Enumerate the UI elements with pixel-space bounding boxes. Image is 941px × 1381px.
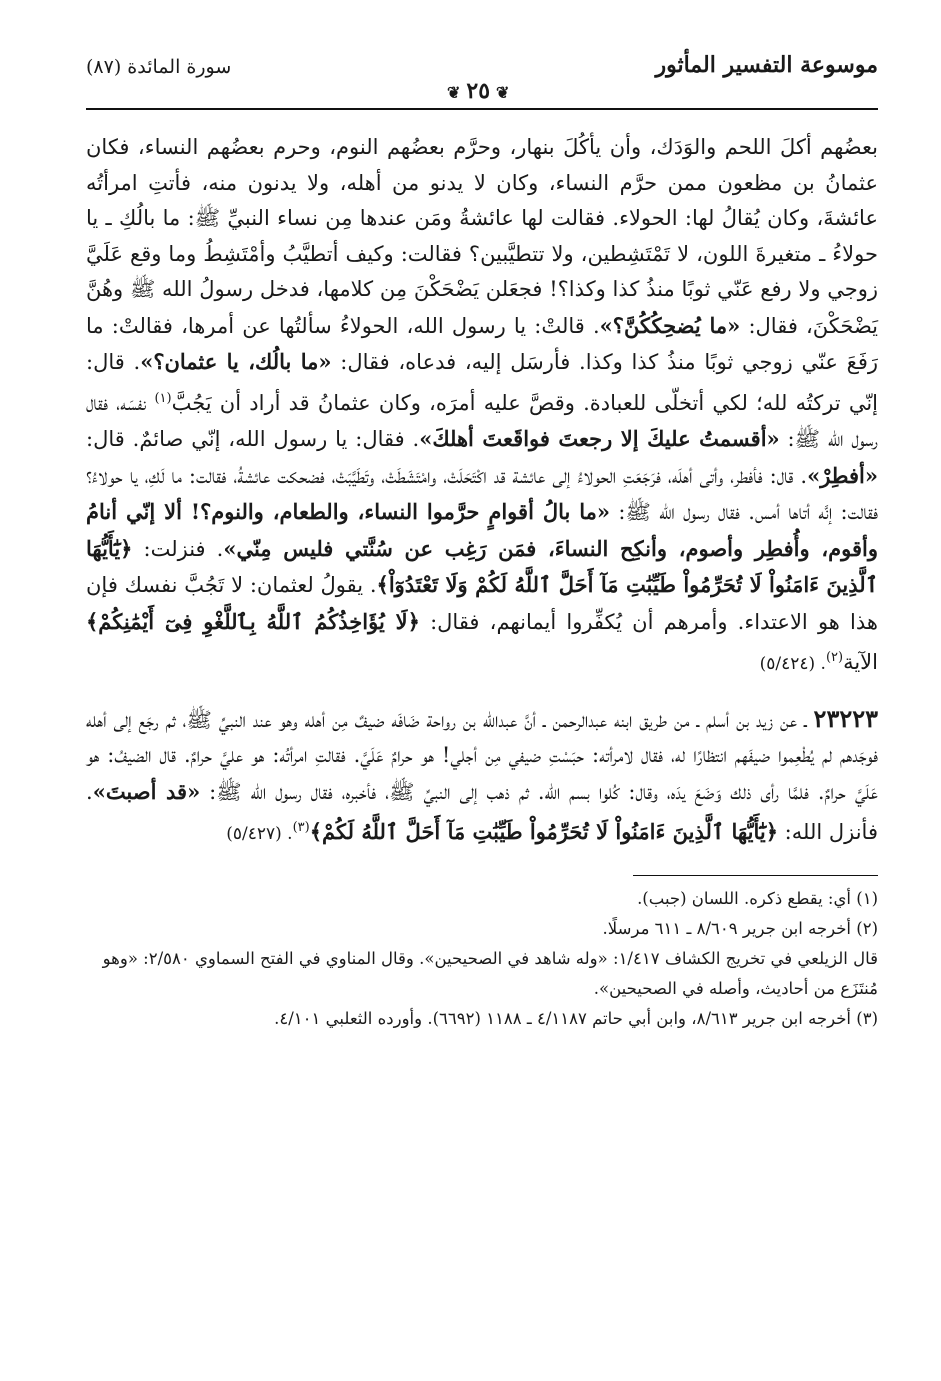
text-run: ـ عن زيد بن أسلم ـ من طريق ابنه عبدالرحمن ـ أنَّ عبدالله بن رواحة ضَافَه ضيفٌ مِن أهله وهو عند النبيِّ ﷺ، ثم رجَع إلى أهله فوجَدهم لم يُطْعِموا ضيفَهم انتظارًا له، فقال لامرأته: حبَسْتِ ضيفي مِن أجلي! هو حرامٌ عَلَيَّ. فقالتِ امرأتُه: هو عليَّ حرامٌ. قال الضيفُ: هو عَلَيَّ حرامٌ. فلمَّا رأى ذلك وَضَعَ يدَه، وقال: كُلوا بسم الله. ثم ذهب إلى النبيِّ ﷺ، فأخبره، فقال رسول الله ﷺ: [86,707,878,804]
text-run: . قال: إنّي تركتُه لله؛ لكي أتخلّى للعبادة. وقصَّ عليه أمرَه، وكان عثمانُ قد أراد أن يَجُبَّ [86,350,878,415]
book-title: موسوعة التفسير المأثور [655,52,878,78]
page-header [86,50,878,110]
text-run: . فنزلت: [132,536,224,561]
page [86,50,878,1034]
footnote: قال الزيلعي في تخريج الكشاف ١/٤١٧: «وله شاهد في الصحيحين». وقال المناوي في الفتح السماوي ٢/٥٨٠: «وهو مُنتَزَع من أحاديث، وأصله في الصحيحين». [102,948,878,998]
hadith-paragraph [86,130,878,683]
footnote: (٣) أخرجه ابن جرير ٨/٦١٣، وابن أبي حاتم ٤/١١٨٧ ـ ١١٨٨ (٦٦٩٢). وأورده الثعلبي ٤/١٠١. [274,1008,878,1028]
footnote-divider [633,875,878,876]
text-run: . قال: فأفطر، وأتى أهلَه، فرَجَعَتِ الحولاءُ إلى عائشة قد اكْتَحَلَتْ، وامْتَشَطَتْ، وتَطَيَّبَتْ، فضحكت عائشةُ، فقالت: ما لَكِ، يا حولاءُ؟ فقالت: إنَّه أتاها أمس. فقال رسول الله ﷺ: [86,463,878,524]
text-run: بعضُهم أكلَ اللحم والوَدَك، وأن يأكُلَ بنهار، وحرَّم بعضُهم النوم، وحرم بعضُهم النساء، فكان عثمانُ بن مظعون ممن حرَّم النساء، وكان لا يدنو من أهله، ولا يدنون منه، فأتتِ امرأتُه عائشةَ، وكان يُقالُ لها: الحولاء. فقالت لها عائشةُ ومَن عندها مِن نساء النبيِّ ﷺ: ما بالُكِ ـ يا حولاءُ ـ متغيرةَ اللون، لا تَمْتَشِطين، ولا تتطيَّبين؟ فقالت: وكيف أتطيَّبُ وأمْتَشِطُ وما وقع عَلَيَّ زوجي ولا رفع عَنّي ثوبًا منذُ كذا وكذا؟! فجعَلن يَضْحَكْنَ مِن كلامها، فدخل رسولُ الله ﷺ وهُنَّ يَضْحَكْنَ، فقال: [86,135,878,338]
hadith-number: ٢٣٢٢٣ [813,703,878,733]
prophet-saying: «أفطِرْ» [807,462,878,488]
volume-reference: . (٥/٤٢٧) [226,824,293,844]
hadith-paragraph [86,701,878,853]
footnote-marker: (١) [154,390,172,406]
footnote: (٢) أخرجه ابن جرير ٨/٦٠٩ ـ ٦١١ مرسلًا. [602,918,878,938]
prophet-saying: «ما يُضحِكُكُنَّ؟» [599,312,741,338]
prophet-saying: «ما بالُك، يا عثمان؟» [140,349,332,374]
volume-reference: . (٥/٤٢٤) [759,654,826,674]
surah-title: سورة المائدة (٨٧) [86,56,232,78]
page-number: ٢٥ [466,78,491,104]
text-run: الآية [843,650,878,674]
prophet-saying: «ما بالُ أقوامٍ حرَّموا النساء، والطعام، والنوم؟! ألا إنّي أنامُ وأقوم، وأُفطِر وأصوم، وأنكِح النساءَ، فمَن رَغِب عن سُنَّتي فليس مِنّي» [86,499,878,561]
text-run: . قالتْ: يا رسول الله، الحولاءُ سألتُها عن أمرها، فقالتْ: ما رَفَعَ عنّي زوجي ثوبًا منذُ كذا وكذا. فأرسَل إليه، فدعاه، فقال: [86,313,879,374]
text-run: نفسَه، فقال رسول الله ﷺ: [86,390,878,451]
footnote-marker: (٢) [825,650,844,665]
page-number-block [441,78,515,104]
quran-verse: ﴿يَٰٓأَيُّهَا ٱلَّذِينَ ءَامَنُواْ لَا تُحَرِّمُواْ طَيِّبَٰتِ مَآ أَحَلَّ ٱللَّهُ لَكُمْ وَلَا تَعْتَدُوٓاْ﴾ [86,535,878,597]
footnote: (١) أي: يقطع ذكره. اللسان (جبب). [637,888,878,908]
footnotes [86,884,878,1034]
ornament-icon: ❦ [496,83,510,102]
text-run: . يقولُ لعثمان: لا تَجُبَّ نفسك فإن هذا هو الاعتداء. وأمرهم أن يُكفِّروا أيمانهم، فقال: [86,573,878,634]
prophet-saying: «أقسمتُ عليكَ إلا رجعتَ فواقَعتَ أهلكَ» [419,426,780,451]
text-run: . فقال: يا رسول الله، إنّي صائمٌ. قال: [86,427,420,451]
quran-verse: ﴿يَٰٓأَيُّهَا ٱلَّذِينَ ءَامَنُواْ لَا تُحَرِّمُواْ طَيِّبَٰتِ مَآ أَحَلَّ ٱللَّهُ لَكُمْ﴾ [309,819,778,844]
quran-verse: ﴿لَا يُؤَاخِذُكُمُ ٱللَّهُ بِٱللَّغْوِ فِىٓ أَيْمَٰنِكُمْ﴾ [86,608,420,634]
ornament-icon: ❦ [447,83,461,102]
prophet-saying: «قد أصبتَ» [92,778,201,804]
footnote-marker: (٣) [292,820,310,835]
text-run: . فأنزل الله: [86,779,878,844]
